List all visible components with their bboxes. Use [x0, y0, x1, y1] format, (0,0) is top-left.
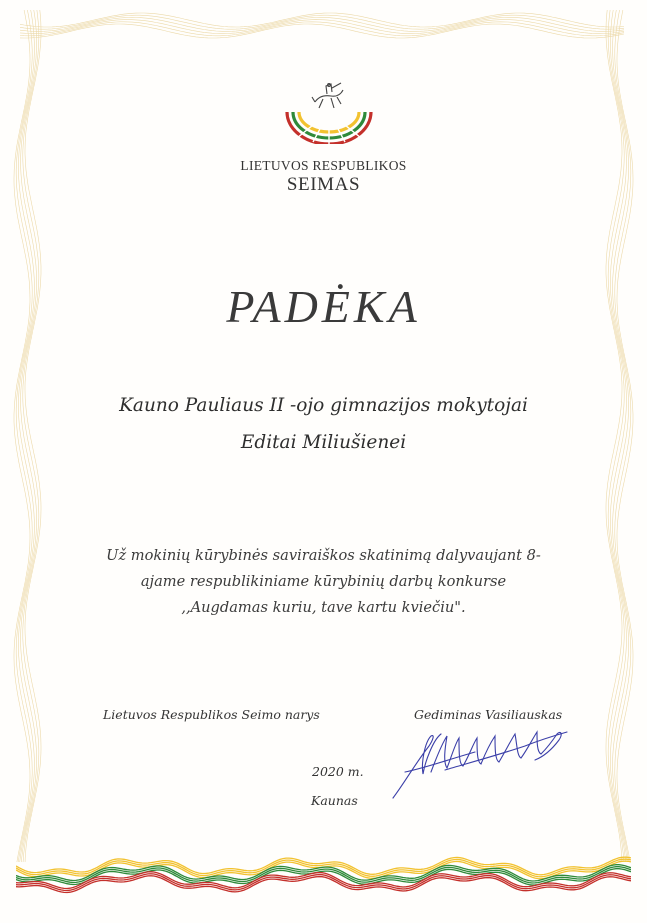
date: 2020 m. [312, 764, 364, 779]
flag-ribbon [16, 852, 631, 900]
reason-line-3: ,,Augdamas kuriu, tave kartu kviečiu". [181, 599, 466, 616]
reason-line-1: Už mokinių kūrybinės saviraiškos skatinimą dalyvaujant 8- [106, 547, 541, 564]
recipient-line-1: Kauno Pauliaus II -ojo gimnazijos mokytojai [119, 395, 528, 416]
signatory-name: Gediminas Vasiliauskas [414, 707, 563, 722]
vytis-emblem-icon [312, 83, 343, 108]
handwritten-signature [385, 712, 570, 804]
recipient-name: Editai Miliušienei [240, 432, 407, 453]
reason-line-2: ajame respublikiniame kūrybinių darbų konkurse [140, 573, 507, 590]
place: Kaunas [311, 793, 358, 808]
certificate-title: PADĖKA [226, 281, 421, 332]
signatory-role: Lietuvos Respublikos Seimo narys [103, 707, 320, 722]
organization-line-2: SEIMAS [286, 174, 361, 195]
seimas-logo [279, 82, 379, 144]
organization-line-1: LIETUVOS RESPUBLIKOS [240, 158, 407, 173]
